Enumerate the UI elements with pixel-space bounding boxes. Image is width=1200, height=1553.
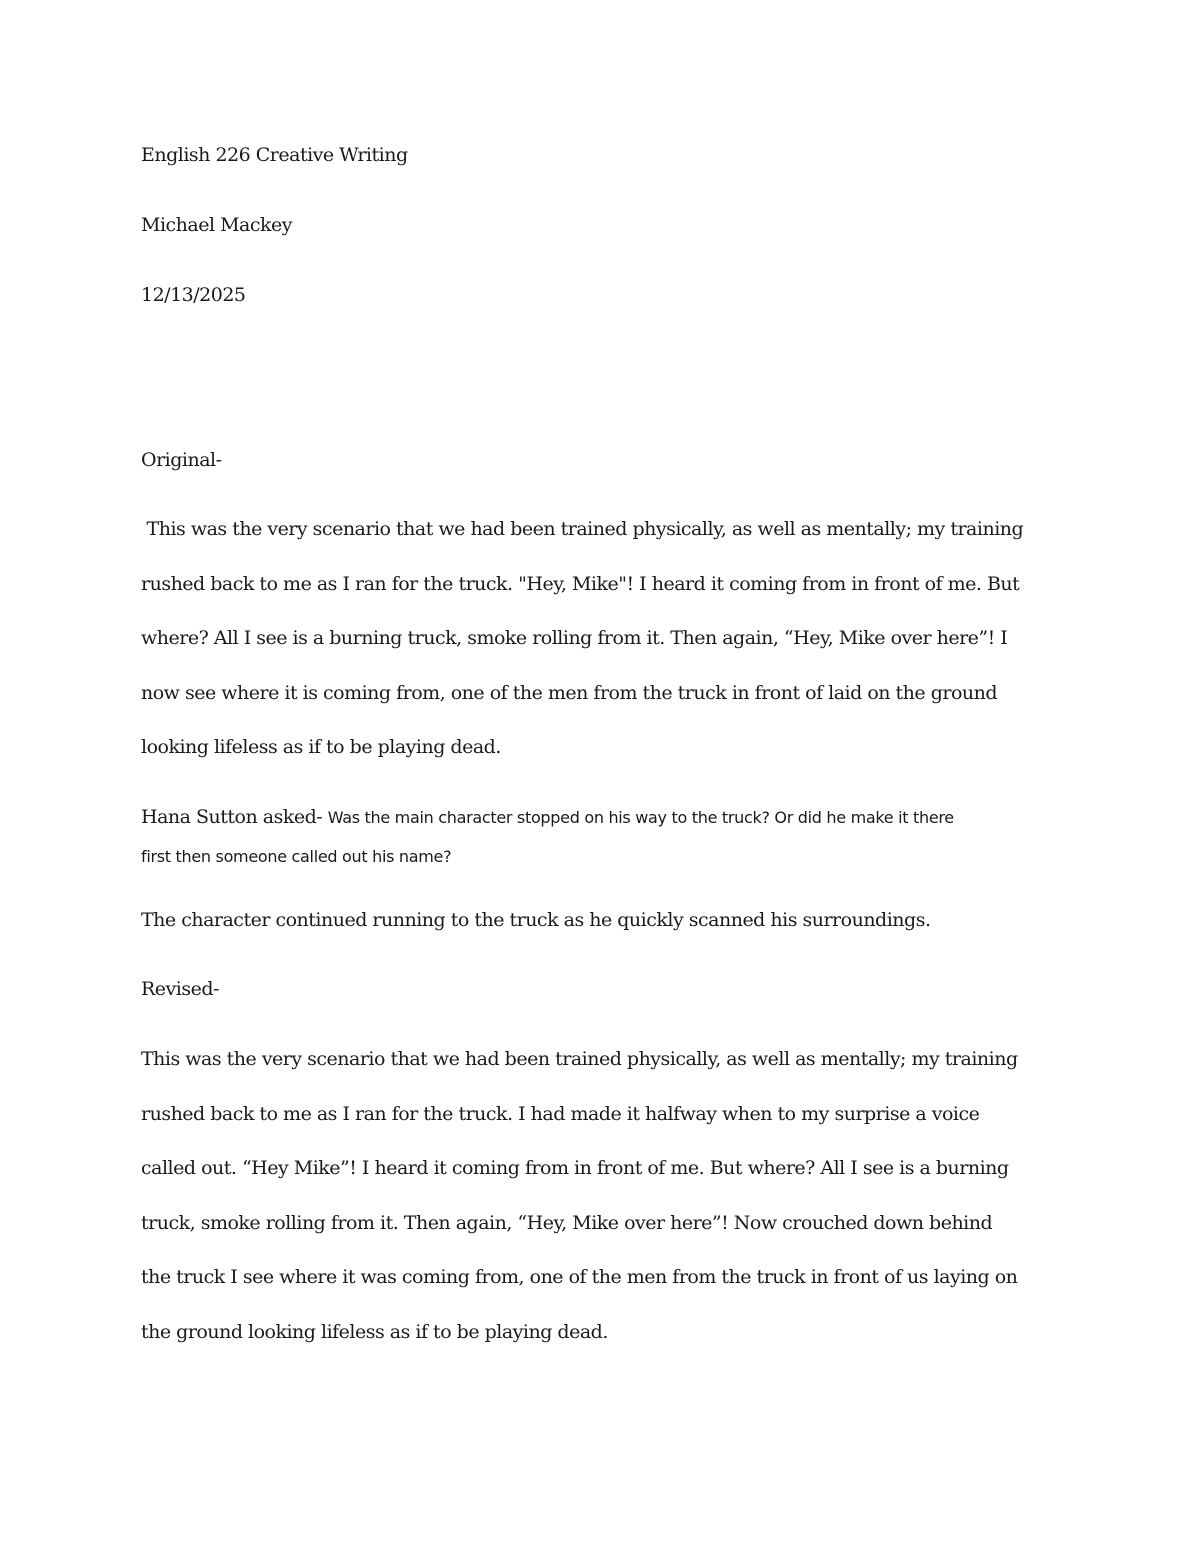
original-heading: Original- [141,449,222,471]
original-line: where? All I see is a burning truck, smoke rolling from it. Then again, “Hey, Mike over here”! I [141,627,1008,649]
feedback-asker: Hana Sutton asked- [141,806,328,828]
revised-line: the truck I see where it was coming from, one of the men from the truck in front of us laying on [141,1266,1018,1288]
course-title: English 226 Creative Writing [141,144,408,166]
feedback-question-line: first then someone called out his name? [141,847,452,866]
original-line: looking lifeless as if to be playing dead. [141,736,501,758]
revised-heading: Revised- [141,978,219,1000]
original-line: This was the very scenario that we had been trained physically, as well as mentally; my training [141,518,1024,540]
feedback-question-line: Was the main character stopped on his way to the truck? Or did he make it there [327,808,954,827]
author-name: Michael Mackey [141,214,293,236]
revised-line: called out. “Hey Mike”! I heard it coming from in front of me. But where? All I see is a burning [141,1157,1009,1179]
revised-line: rushed back to me as I ran for the truck. I had made it halfway when to my surprise a voice [141,1102,980,1125]
original-line: now see where it is coming from, one of the men from the truck in front of laid on the ground [141,681,998,704]
feedback-response: The character continued running to the truck as he quickly scanned his surroundings. [141,909,931,931]
feedback-question [141,803,1071,869]
document-date: 12/13/2025 [141,284,246,306]
revised-line: truck, smoke rolling from it. Then again, “Hey, Mike over here”! Now crouched down behind [141,1211,993,1234]
revised-line: This was the very scenario that we had been trained physically, as well as mentally; my training [141,1048,1018,1070]
revised-line: the ground looking lifeless as if to be playing dead. [141,1320,608,1343]
original-paragraph [141,502,1071,775]
original-line: rushed back to me as I ran for the truck. "Hey, Mike"! I heard it coming from in front of me. But [141,572,1020,595]
revised-paragraph [141,1032,1071,1359]
